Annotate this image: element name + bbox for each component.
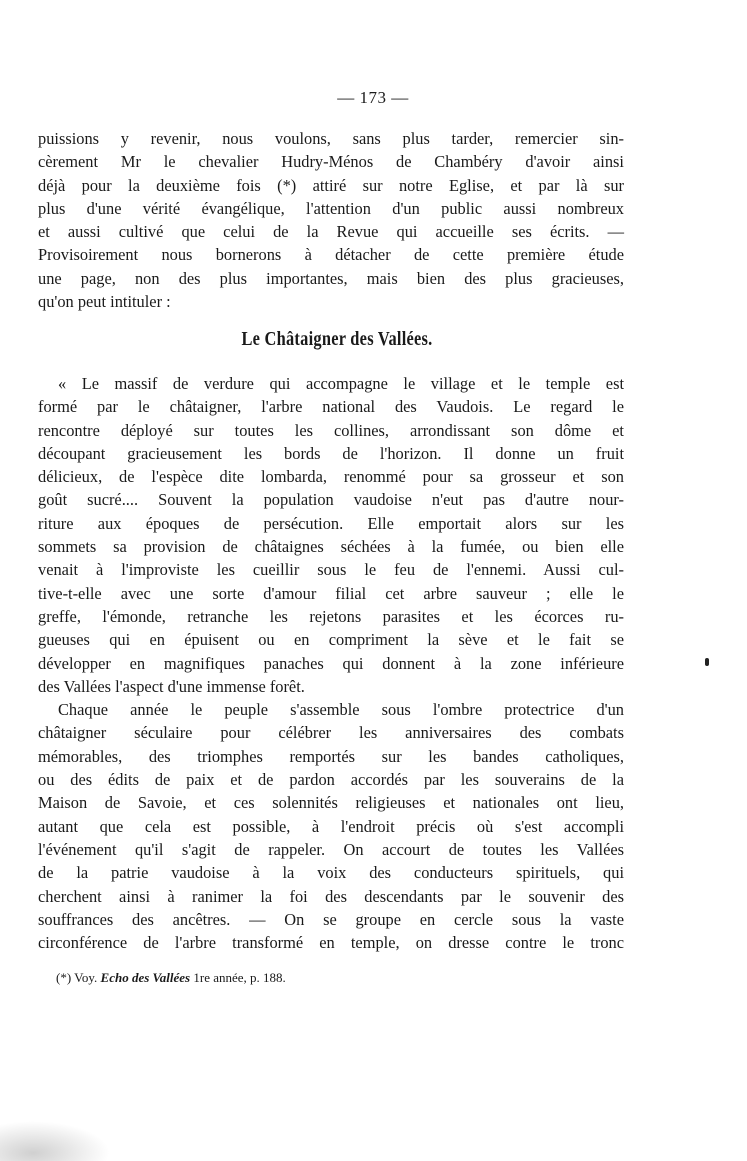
text-line: ou des édits de paix et de pardon accordés par les souverains de la bbox=[38, 770, 624, 790]
document-page bbox=[38, 0, 628, 1161]
main-text bbox=[38, 372, 624, 954]
text-line: plus d'une vérité évangélique, l'attention d'un public aussi nombreux bbox=[38, 198, 624, 218]
text-line: délicieux, de l'espèce dite lombarda, renommé pour sa grosseur et son bbox=[38, 467, 624, 487]
text-line: autant que cela est possible, à l'endroit précis où s'est accompli bbox=[38, 816, 624, 836]
footnote-prefix: (*) Voy. bbox=[56, 970, 98, 985]
text-line: qu'on peut intituler : bbox=[38, 292, 171, 312]
text-line: sommets sa provision de châtaignes séchées à la fumée, ou bien elle bbox=[38, 537, 624, 557]
text-line: cèrement Mr le chevalier Hudry-Ménos de Chambéry d'avoir ainsi bbox=[38, 152, 624, 172]
text-line: développer en magnifiques panaches qui donnent à la zone inférieure bbox=[38, 653, 624, 673]
intro-paragraph bbox=[38, 127, 624, 313]
text-line: puissions y revenir, nous voulons, sans plus tarder, remercier sin- bbox=[38, 129, 624, 148]
text-line: riture aux époques de persécution. Elle emportait alors sur les bbox=[38, 513, 624, 533]
text-line: venait à l'improviste les cueillir sous le feu de l'ennemi. Aussi cul- bbox=[38, 560, 624, 580]
text-line: Maison de Savoie, et ces solennités religieuses et nationales ont lieu, bbox=[38, 793, 624, 813]
text-line: Provisoirement nous bornerons à détacher de cette première étude bbox=[38, 245, 624, 265]
page-number: — 173 — bbox=[337, 88, 409, 107]
text-line: rencontre déployé sur toutes les collines, arrondissant son dôme et bbox=[38, 420, 624, 440]
text-line: cherchent ainsi à ranimer la foi des descendants par le souvenir des bbox=[38, 886, 624, 906]
text-line: gueuses qui en épuisent ou en compriment la sève et le fait se bbox=[38, 630, 624, 650]
text-line: souffrances des ancêtres. — On se groupe en cercle sous la vaste bbox=[38, 909, 624, 929]
text-line: Chaque année le peuple s'assemble sous l'ombre protectrice d'un bbox=[58, 700, 624, 720]
text-line: mémorables, des triomphes remportés sur les bandes catholiques, bbox=[38, 746, 624, 766]
text-line: tive-t-elle avec une sorte d'amour filial cet arbre sauveur ; elle le bbox=[38, 583, 624, 603]
text-line: circonférence de l'arbre transformé en temple, on dresse contre le tronc bbox=[38, 933, 624, 953]
text-line: l'événement qu'il s'agit de rappeler. On accourt de toutes les Vallées bbox=[38, 839, 624, 859]
section-title: Le Châtaigner des Vallées. bbox=[241, 328, 433, 350]
footnote-source-title: Echo des Vallées bbox=[100, 970, 191, 985]
text-line: « Le massif de verdure qui accompagne le village et le temple est bbox=[58, 374, 624, 393]
text-line: de la patrie vaudoise à la voix des conducteurs spirituels, qui bbox=[38, 863, 624, 883]
text-line: châtaigner séculaire pour célébrer les anniversaires des combats bbox=[38, 723, 624, 743]
text-line: déjà pour la deuxième fois (*) attiré sur notre Eglise, et par là sur bbox=[38, 175, 624, 195]
footnote bbox=[56, 970, 286, 986]
margin-mark bbox=[705, 658, 709, 666]
text-line: découpant gracieusement les bords de l'horizon. Il donne un fruit bbox=[38, 443, 624, 463]
scan-smudge bbox=[0, 1121, 110, 1161]
footnote-reference: 1re année, p. 188. bbox=[193, 970, 286, 985]
text-line: goût sucré.... Souvent la population vaudoise n'eut pas d'autre nour- bbox=[38, 490, 624, 510]
text-line: une page, non des plus importantes, mais bien des plus gracieuses, bbox=[38, 268, 624, 288]
text-line: des Vallées l'aspect d'une immense forêt. bbox=[38, 676, 305, 696]
text-line: et aussi cultivé que celui de la Revue qui accueille ses écrits. — bbox=[38, 222, 624, 242]
text-line: formé par le châtaigner, l'arbre national des Vaudois. Le regard le bbox=[38, 397, 624, 417]
text-line: greffe, l'émonde, retranche les rejetons parasites et les écorces ru- bbox=[38, 606, 624, 626]
